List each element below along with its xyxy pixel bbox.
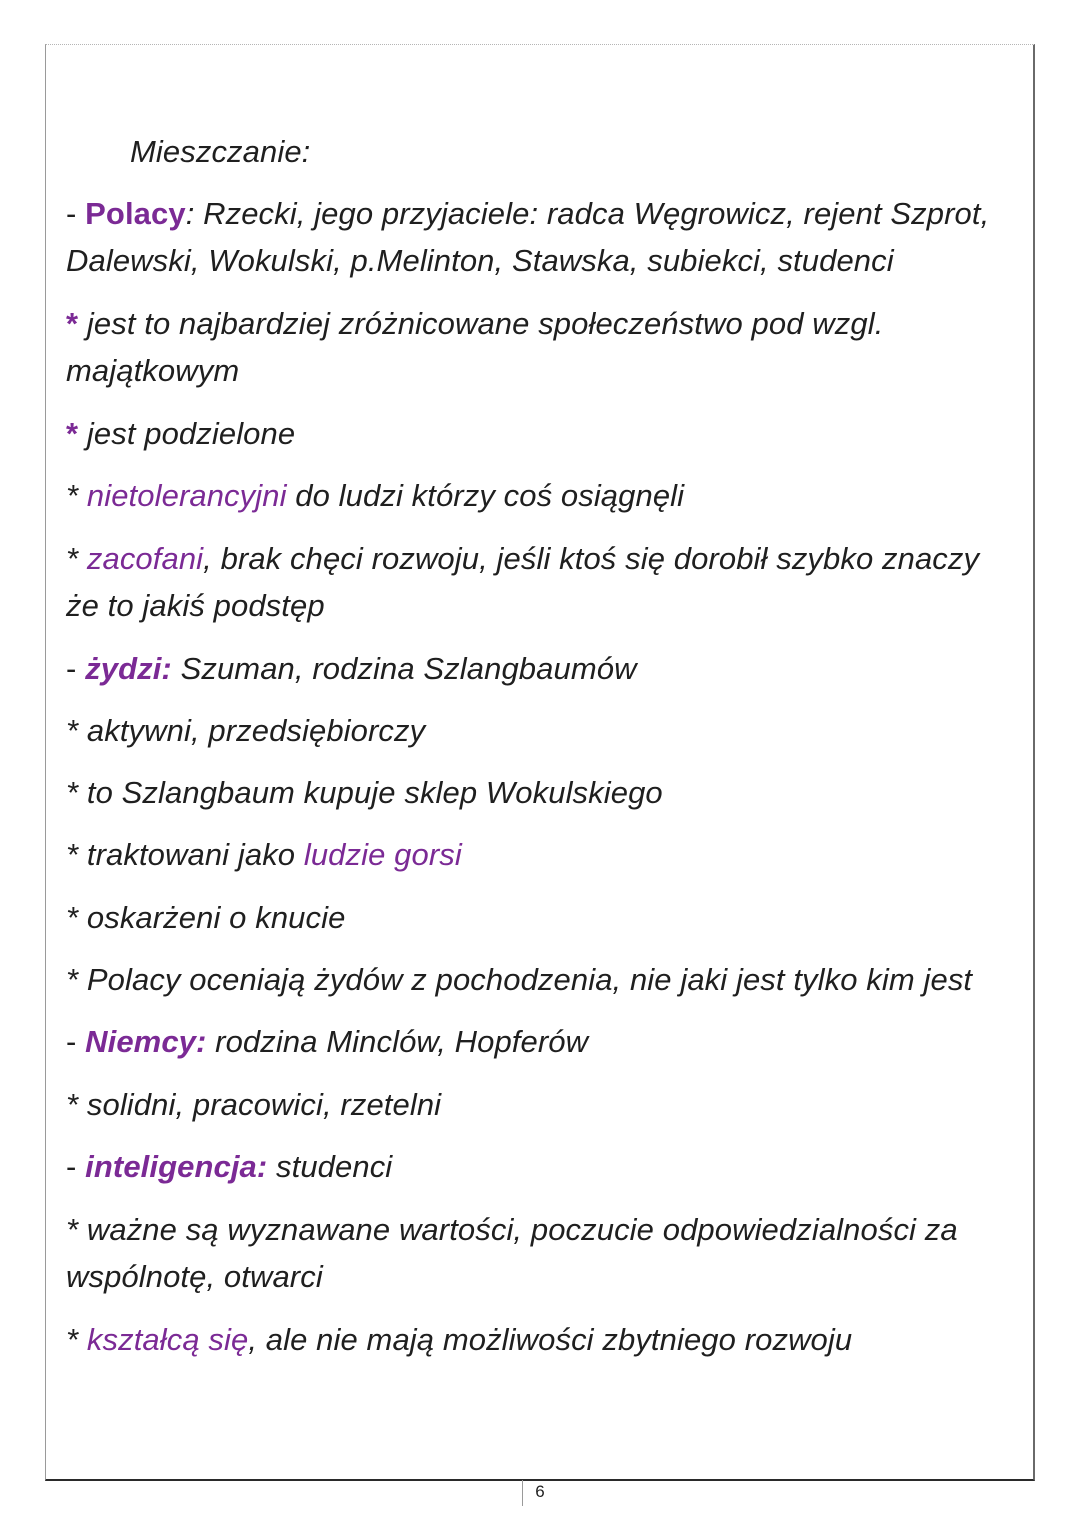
zydzi-bullet-4 — [66, 894, 1016, 941]
bullet-text: jest podzielone — [78, 416, 296, 451]
page-title — [130, 128, 1080, 175]
bullet-text-cont: wspólnotę, otwarci — [66, 1259, 323, 1294]
inteligencja-line — [66, 1143, 1016, 1190]
zydzi-line — [66, 645, 1016, 692]
dash: - — [66, 651, 86, 686]
bullet-text: * solidni, pracowici, rzetelni — [66, 1087, 442, 1122]
polacy-bullet-3 — [66, 472, 1016, 519]
polacy-bullet-1 — [66, 300, 1016, 347]
bullet-text-cont: że to jakiś podstęp — [66, 588, 325, 623]
bullet-text: , ale nie mają możliwości zbytniego rozwoju — [248, 1322, 853, 1357]
dash: - — [66, 196, 86, 231]
polacy-term: Polacy — [85, 196, 186, 231]
polacy-text-cont: Dalewski, Wokulski, p.Melinton, Stawska, subiekci, studenci — [66, 243, 894, 278]
zydzi-bullet-5 — [66, 956, 1016, 1003]
polacy-bullet-4 — [66, 535, 1016, 582]
bullet-text: , brak chęci rozwoju, jeśli ktoś się dorobił szybko znaczy — [203, 541, 980, 576]
zydzi-bullet-1 — [66, 707, 1016, 754]
zydzi-text: Szuman, rodzina Szlangbaumów — [171, 651, 637, 686]
bullet-text: * Polacy oceniają żydów z pochodzenia, nie jaki jest tylko kim jest — [66, 962, 973, 997]
bullet-text: * aktywni, przedsiębiorczy — [66, 713, 426, 748]
highlight-term: nietolerancyjni — [86, 478, 287, 513]
bullet-text: * traktowani jako — [66, 837, 304, 872]
polacy-bullet-2 — [66, 410, 1016, 457]
bullet-text: * ważne są wyznawane wartości, poczucie odpowiedzialności za — [66, 1212, 958, 1247]
niemcy-text: rodzina Minclów, Hopferów — [206, 1024, 589, 1059]
inteligencja-bullet-1-cont — [66, 1253, 1016, 1300]
bullet-text: jest to najbardziej zróżnicowane społeczeństwo pod wzgl. — [78, 306, 884, 341]
highlight-term: zacofani — [86, 541, 204, 576]
dash: - — [66, 1024, 86, 1059]
zydzi-bullet-3 — [66, 831, 1016, 878]
asterisk: * — [66, 541, 87, 576]
polacy-line-2 — [66, 237, 1016, 284]
niemcy-term: Niemcy: — [85, 1024, 207, 1059]
bullet-text: * to Szlangbaum kupuje sklep Wokulskiego — [66, 775, 663, 810]
inteligencja-text: studenci — [267, 1149, 393, 1184]
bullet-text: * oskarżeni o knucie — [66, 900, 346, 935]
inteligencja-bullet-1 — [66, 1206, 1016, 1253]
asterisk: * — [66, 416, 79, 451]
heading-text: Mieszczanie: — [130, 134, 311, 169]
asterisk: * — [66, 306, 79, 341]
inteligencja-bullet-2 — [66, 1316, 1016, 1363]
polacy-text: : Rzecki, jego przyjaciele: radca Węgrowicz, rejent Szprot, — [185, 196, 990, 231]
dash: - — [66, 1149, 86, 1184]
niemcy-bullet-1 — [66, 1081, 1016, 1128]
inteligencja-term: inteligencja: — [85, 1149, 268, 1184]
zydzi-term: żydzi: — [85, 651, 172, 686]
page-number: 6 — [522, 1480, 557, 1506]
highlight-term: ludzie gorsi — [303, 837, 462, 872]
bullet-text: do ludzi którzy coś osiągnęli — [286, 478, 685, 513]
niemcy-line — [66, 1018, 1016, 1065]
bullet-text-cont: majątkowym — [66, 353, 240, 388]
zydzi-bullet-2 — [66, 769, 1016, 816]
asterisk: * — [66, 1322, 87, 1357]
highlight-term: kształcą się — [86, 1322, 249, 1357]
polacy-line-1 — [66, 190, 1016, 237]
polacy-bullet-4-cont — [66, 582, 1016, 629]
asterisk: * — [66, 478, 87, 513]
polacy-bullet-1-cont — [66, 347, 1016, 394]
